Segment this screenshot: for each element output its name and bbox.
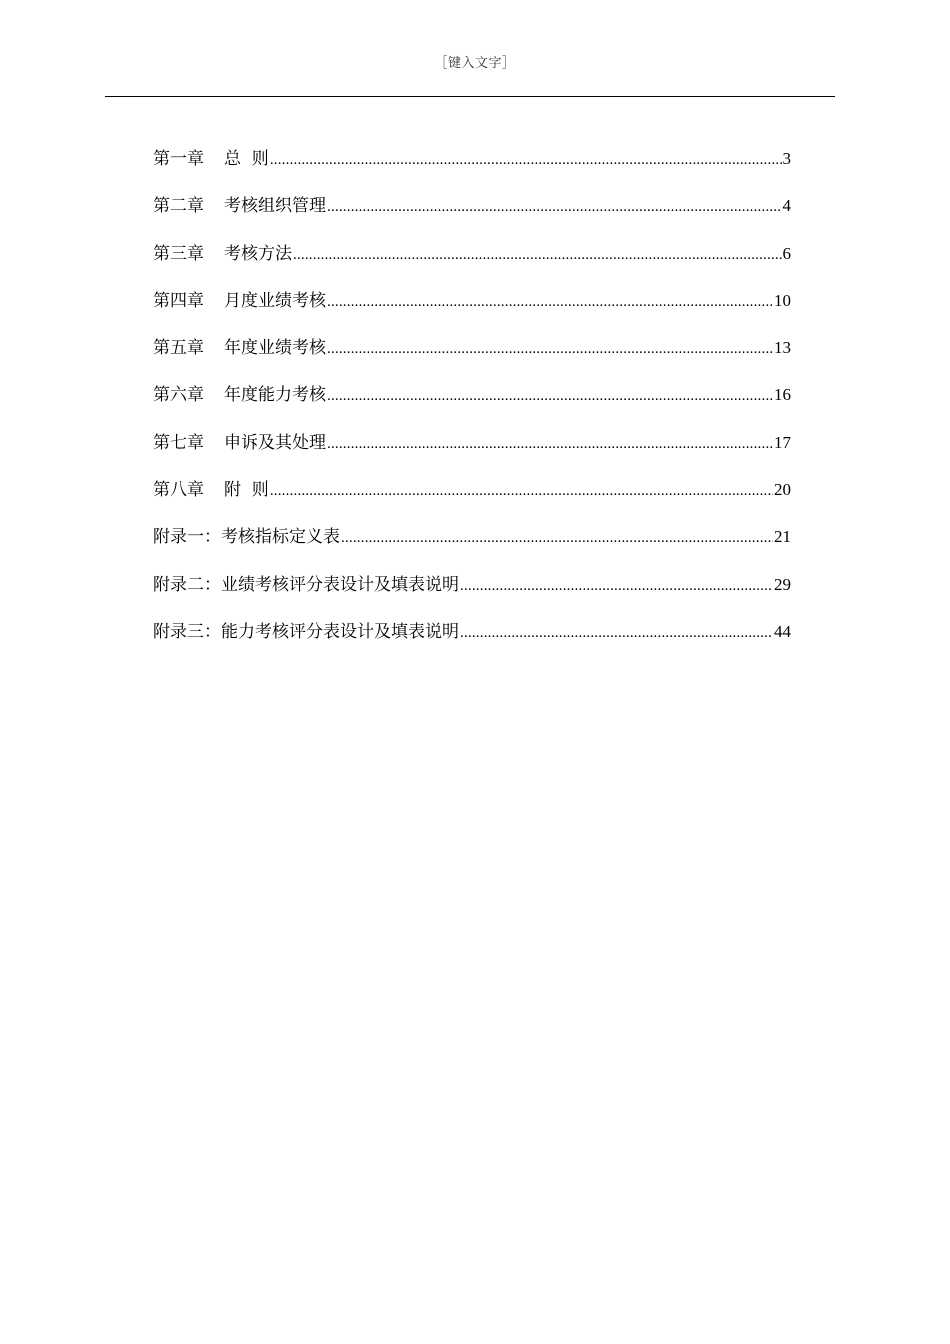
- toc-entry-6[interactable]: [153, 375, 791, 422]
- toc-dot-leader: [460, 566, 773, 606]
- toc-chapter-label: 第六章: [153, 385, 204, 406]
- toc-entry-appendix-2[interactable]: [153, 565, 791, 612]
- toc-dot-leader: [327, 282, 773, 322]
- toc-page-number: 10: [774, 290, 791, 310]
- toc-appendix-label: 附录三：: [153, 621, 221, 642]
- toc-title: 月度业绩考核: [224, 290, 326, 311]
- toc-dot-leader: [270, 471, 773, 511]
- toc-entry-1[interactable]: [153, 139, 791, 186]
- toc-entry-appendix-1[interactable]: [153, 517, 791, 564]
- toc-chapter-label: 第二章: [153, 196, 204, 217]
- toc-appendix-label: 附录二：: [153, 574, 221, 595]
- toc-page-number: 4: [782, 196, 791, 216]
- toc-page-number: 13: [774, 338, 791, 358]
- table-of-contents: [153, 139, 791, 659]
- toc-title: 考核方法: [224, 243, 292, 264]
- toc-chapter-label: 第五章: [153, 338, 204, 359]
- toc-title: 年度业绩考核: [224, 338, 326, 359]
- toc-title: 年度能力考核: [224, 385, 326, 406]
- toc-title: 考核指标定义表: [221, 527, 340, 548]
- toc-dot-leader: [293, 235, 782, 275]
- toc-dot-leader: [270, 140, 782, 180]
- toc-page-number: 29: [774, 574, 791, 594]
- toc-chapter-label: 第四章: [153, 290, 204, 311]
- toc-entry-8[interactable]: [153, 470, 791, 517]
- toc-entry-appendix-3[interactable]: [153, 612, 791, 659]
- toc-dot-leader: [327, 424, 773, 464]
- toc-entry-7[interactable]: [153, 423, 791, 470]
- toc-chapter-label: 第八章: [153, 480, 204, 501]
- toc-entry-3[interactable]: [153, 234, 791, 281]
- toc-entry-2[interactable]: [153, 186, 791, 233]
- toc-page-number: 17: [774, 432, 791, 452]
- toc-page-number: 20: [774, 480, 791, 500]
- toc-title: 能力考核评分表设计及填表说明: [221, 621, 459, 642]
- toc-chapter-label: 第七章: [153, 432, 204, 453]
- toc-dot-leader: [327, 376, 773, 416]
- toc-title: 总 则: [224, 149, 269, 169]
- toc-dot-leader: [327, 329, 773, 369]
- toc-page-number: 21: [774, 527, 791, 547]
- toc-entry-4[interactable]: [153, 281, 791, 328]
- header-divider: [105, 96, 835, 97]
- toc-title: 申诉及其处理: [224, 432, 326, 453]
- toc-dot-leader: [327, 187, 782, 227]
- toc-appendix-label: 附录一：: [153, 527, 221, 548]
- toc-title: 考核组织管理: [224, 196, 326, 217]
- toc-page-number: 44: [774, 621, 791, 641]
- toc-page-number: 3: [782, 149, 791, 168]
- toc-page-number: 16: [774, 385, 791, 405]
- toc-dot-leader: [460, 613, 773, 653]
- toc-page-number: 6: [782, 243, 791, 263]
- toc-title: 附 则: [224, 480, 269, 501]
- toc-entry-5[interactable]: [153, 328, 791, 375]
- toc-title: 业绩考核评分表设计及填表说明: [221, 574, 459, 595]
- toc-chapter-label: 第一章: [153, 149, 204, 169]
- toc-chapter-label: 第三章: [153, 243, 204, 264]
- page-header: ［键入文字］: [434, 56, 516, 71]
- toc-dot-leader: [341, 518, 773, 558]
